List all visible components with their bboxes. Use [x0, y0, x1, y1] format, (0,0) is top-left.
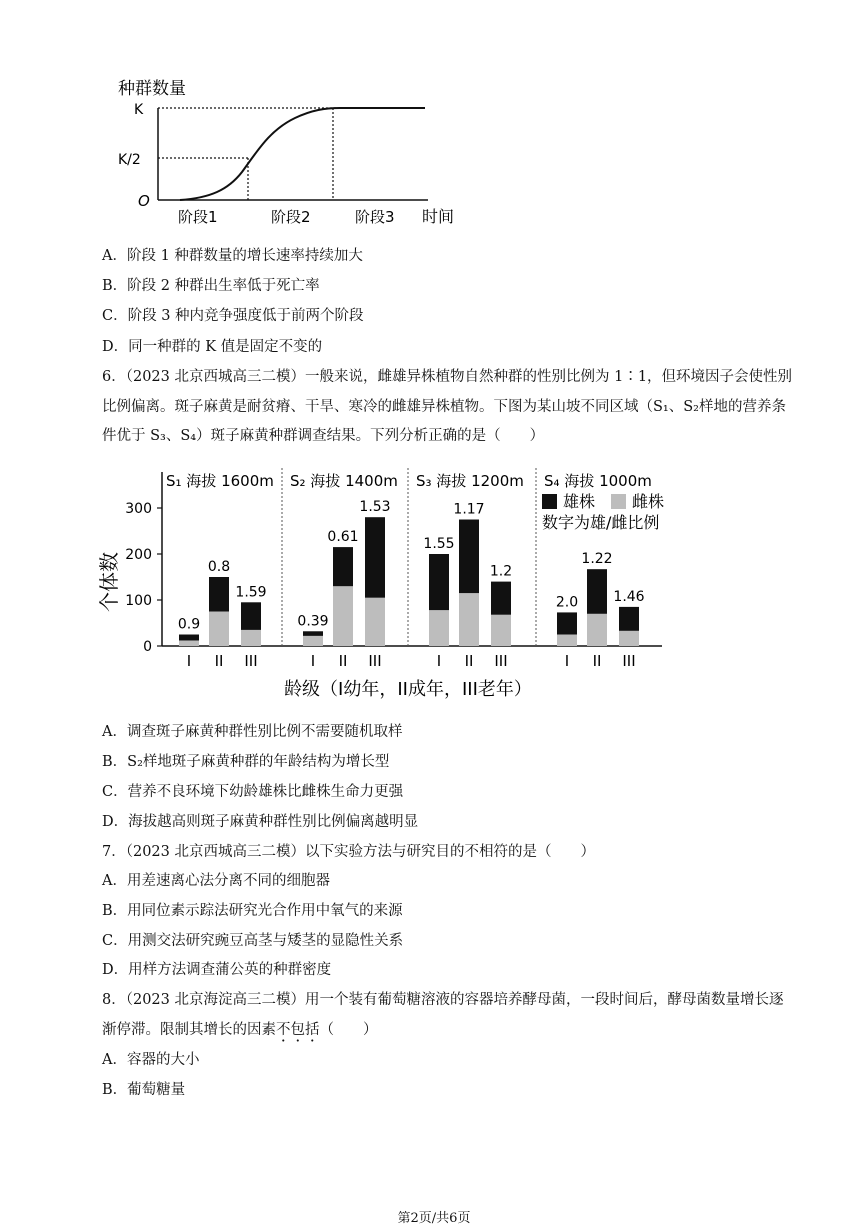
group-title: S₂ 海拔 1400m	[290, 472, 398, 490]
q7-option-c: C．用测交法研究豌豆高茎与矮茎的显隐性关系	[102, 933, 404, 949]
group-title: S₄ 海拔 1000m	[544, 472, 652, 490]
ratio-label: 0.8	[207, 559, 231, 575]
bar-female	[333, 586, 353, 646]
y-tick-label: 300	[125, 501, 152, 517]
bar-female	[303, 636, 323, 646]
ratio-label: 0.61	[327, 529, 359, 546]
q7-option-a: A．用差速离心法分离不同的细胞器	[102, 873, 330, 889]
ratio-label: 1.17	[453, 501, 485, 518]
bar-male	[365, 517, 385, 598]
category-label: III	[244, 652, 258, 670]
stage2-label: 阶段2	[271, 208, 311, 226]
bar-male	[209, 577, 229, 612]
bar-female	[619, 631, 639, 646]
q6-stem-line1: 6．（2023 北京西城高三二模）一般来说，雌雄异株植物自然种群的性别比例为 1∶1，但环境因子会使性别	[102, 369, 793, 385]
group-title: S₃ 海拔 1200m	[416, 472, 524, 490]
q7-option-b: B．用同位素示踪法研究光合作用中氧气的来源	[102, 903, 403, 919]
q6-stem-line3: 件优于 S₃、S₄）斑子麻黄种群调查结果。下列分析正确的是（ ）	[102, 428, 545, 444]
ratio-label: 1.53	[359, 499, 391, 516]
stage3-label: 阶段3	[355, 208, 395, 226]
category-label: II	[592, 652, 602, 670]
bar-male	[429, 554, 449, 610]
y-tick-label: 0	[143, 639, 152, 655]
q7-option-d: D．用样方法调查蒲公英的种群密度	[102, 962, 332, 978]
population-s-curve-figure	[100, 72, 480, 232]
k2-label: K/2	[118, 152, 141, 168]
category-label: II	[338, 652, 348, 670]
q5-option-d: D．同一种群的 K 值是固定不变的	[102, 339, 323, 355]
legend-female-swatch	[611, 494, 626, 509]
bar-male	[491, 582, 511, 615]
ratio-label: 0.39	[297, 613, 329, 630]
ratio-label: 1.22	[581, 551, 613, 568]
bar-female	[587, 614, 607, 646]
bar-male	[587, 569, 607, 614]
q8-option-a: A．容器的大小	[102, 1052, 200, 1068]
category-label: III	[368, 652, 382, 670]
category-label: I	[436, 652, 442, 670]
q6-stem-line2: 比例偏离。斑子麻黄是耐贫瘠、干旱、寒冷的雌雄异株植物。下图为某山坡不同区域（S₁、S₂样地的营养条	[102, 399, 786, 415]
bar-male	[333, 547, 353, 586]
bar-female	[429, 610, 449, 646]
page-footer: 第2页/共6页	[397, 1211, 471, 1226]
bar-male	[459, 520, 479, 594]
q6-option-a: A．调查斑子麻黄种群性别比例不需要随机取样	[102, 724, 403, 740]
bar-male	[303, 631, 323, 636]
ratio-label: 1.59	[235, 584, 267, 601]
q8-option-b: B．葡萄糖量	[102, 1082, 186, 1098]
legend-male-label: 雄株	[563, 492, 596, 511]
s-curve	[180, 108, 425, 200]
sex-ratio-bar-chart	[90, 462, 680, 707]
q8-emph-char-2: 包	[290, 1022, 305, 1038]
bar-male	[179, 635, 199, 641]
bar-male	[557, 612, 577, 634]
bar-female	[241, 630, 261, 646]
bar-female	[365, 598, 385, 646]
q6-option-d: D．海拔越高则斑子麻黄种群性别比例偏离越明显	[102, 814, 419, 830]
category-label: III	[494, 652, 508, 670]
q6-option-b: B．S₂样地斑子麻黄种群的年龄结构为增长型	[102, 754, 390, 770]
group-title: S₁ 海拔 1600m	[166, 472, 274, 490]
category-label: III	[622, 652, 636, 670]
category-label: II	[464, 652, 474, 670]
category-label: I	[186, 652, 192, 670]
legend-note: 数字为雄/雌比例	[542, 513, 660, 532]
y-tick-label: 200	[125, 547, 152, 563]
ratio-label: 0.9	[177, 616, 201, 633]
q8-stem-line1: 8．（2023 北京海淀高三二模）用一个装有葡萄糖溶液的容器培养酵母菌，一段时间后，酵母菌数量增长逐	[102, 992, 784, 1008]
bar-female	[491, 615, 511, 646]
chart-xlabel: 龄级（I幼年，II成年，III老年）	[284, 679, 532, 700]
q5-option-b: B．阶段 2 种群出生率低于死亡率	[102, 278, 320, 294]
legend-male-swatch	[542, 494, 557, 509]
q5-option-c: C．阶段 3 种内竞争强度低于前两个阶段	[102, 308, 364, 324]
q8-line2-post: （ ）	[319, 1022, 378, 1038]
x-label: 时间	[422, 207, 455, 226]
ratio-label: 1.55	[423, 536, 455, 552]
ratio-label: 1.46	[613, 588, 645, 605]
q7-stem: 7．（2023 北京西城高三二模）以下实验方法与研究目的不相符的是（ ）	[102, 844, 595, 860]
q8-emph-char-1: 不	[276, 1022, 291, 1038]
k-label: K	[134, 102, 144, 118]
ratio-label: 1.2	[489, 563, 513, 580]
bar-female	[557, 635, 577, 647]
category-label: I	[564, 652, 570, 670]
chart-ylabel: 个体数	[97, 552, 121, 612]
q8-emph-char-3: 括	[305, 1022, 320, 1038]
bar-female	[179, 640, 199, 646]
category-label: I	[310, 652, 316, 670]
bar-male	[619, 607, 639, 631]
q8-line2-pre: 渐停滞。限制其增长的因素	[102, 1022, 276, 1038]
q8-stem-line2	[102, 1020, 378, 1040]
bar-male	[241, 602, 261, 630]
category-label: II	[214, 652, 224, 670]
y-tick-label: 100	[125, 593, 152, 609]
stage1-label: 阶段1	[178, 208, 218, 226]
fig1-y-label: 种群数量	[118, 79, 186, 99]
bar-female	[459, 593, 479, 646]
bar-female	[209, 612, 229, 647]
q6-option-c: C．营养不良环境下幼龄雄株比雌株生命力更强	[102, 784, 404, 800]
ratio-label: 2.0	[555, 594, 579, 611]
origin-label: O	[138, 192, 150, 210]
legend-female-label: 雌株	[632, 492, 665, 511]
q5-option-a: A．阶段 1 种群数量的增长速率持续加大	[102, 248, 363, 264]
